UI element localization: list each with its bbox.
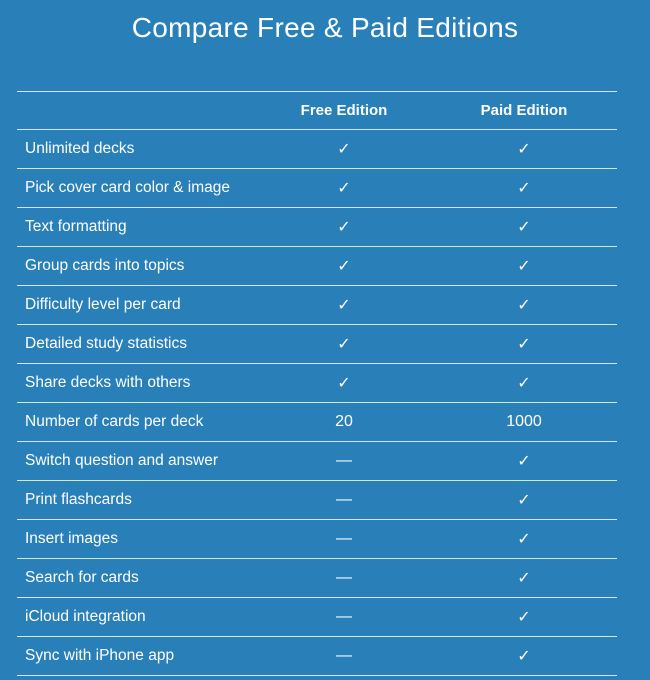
feature-label: Pick cover card color & image (25, 179, 231, 196)
feature-label: Unlimited decks (25, 140, 135, 157)
table-row (17, 207, 617, 246)
feature-label: Sync with iPhone app (25, 647, 175, 664)
free-edition-value: — (336, 608, 352, 625)
feature-label: Text formatting (25, 218, 127, 235)
table-row (17, 636, 617, 675)
paid-edition-value: ✓ (517, 297, 531, 314)
table-row (17, 324, 617, 363)
free-edition-value: — (336, 491, 352, 508)
paid-edition-value: ✓ (517, 492, 531, 509)
paid-edition-column-header: Paid Edition (480, 102, 568, 119)
paid-edition-value: ✓ (517, 375, 531, 392)
table-row (17, 519, 617, 558)
feature-label: Group cards into topics (25, 257, 185, 274)
paid-edition-value: ✓ (517, 141, 531, 158)
table-row (17, 480, 617, 519)
free-edition-value: — (336, 530, 352, 547)
free-edition-value: ✓ (337, 180, 351, 197)
page-title: Compare Free & Paid Editions (131, 12, 519, 43)
paid-edition-value: ✓ (517, 258, 531, 275)
feature-label: Number of cards per deck (25, 413, 204, 430)
paid-edition-value: ✓ (517, 648, 531, 665)
paid-edition-value: 1000 (506, 413, 542, 430)
feature-label: Search for cards (25, 569, 139, 586)
free-edition-value: ✓ (337, 375, 351, 392)
table-row (17, 285, 617, 324)
paid-edition-value: ✓ (517, 570, 531, 587)
table-row (17, 168, 617, 207)
table-row (17, 597, 617, 636)
feature-label: Switch question and answer (25, 452, 219, 469)
free-edition-value: — (336, 452, 352, 469)
free-edition-value: ✓ (337, 258, 351, 275)
feature-label: Difficulty level per card (25, 296, 181, 313)
paid-edition-value: ✓ (517, 453, 531, 470)
paid-edition-value: ✓ (517, 180, 531, 197)
table-row (17, 363, 617, 402)
free-edition-value: — (336, 647, 352, 664)
paid-edition-value: ✓ (517, 609, 531, 626)
table-row (17, 441, 617, 480)
free-edition-value: — (336, 569, 352, 586)
feature-label: Detailed study statistics (25, 335, 187, 352)
free-edition-value: ✓ (337, 297, 351, 314)
free-edition-value: ✓ (337, 219, 351, 236)
table-row (17, 129, 617, 168)
feature-label: Print flashcards (25, 491, 132, 508)
table-header-row (17, 91, 617, 129)
comparison-table (17, 91, 617, 676)
feature-label: Share decks with others (25, 374, 191, 391)
free-edition-value: ✓ (337, 141, 351, 158)
paid-edition-value: ✓ (517, 336, 531, 353)
table-row (17, 402, 617, 441)
table-row (17, 558, 617, 597)
table-row (17, 246, 617, 285)
feature-label: Insert images (25, 530, 119, 547)
paid-edition-value: ✓ (517, 531, 531, 548)
table-body (17, 129, 617, 675)
paid-edition-value: ✓ (517, 219, 531, 236)
feature-label: iCloud integration (25, 608, 146, 625)
free-edition-value: ✓ (337, 336, 351, 353)
free-edition-column-header: Free Edition (300, 102, 388, 119)
free-edition-value: 20 (335, 413, 353, 430)
